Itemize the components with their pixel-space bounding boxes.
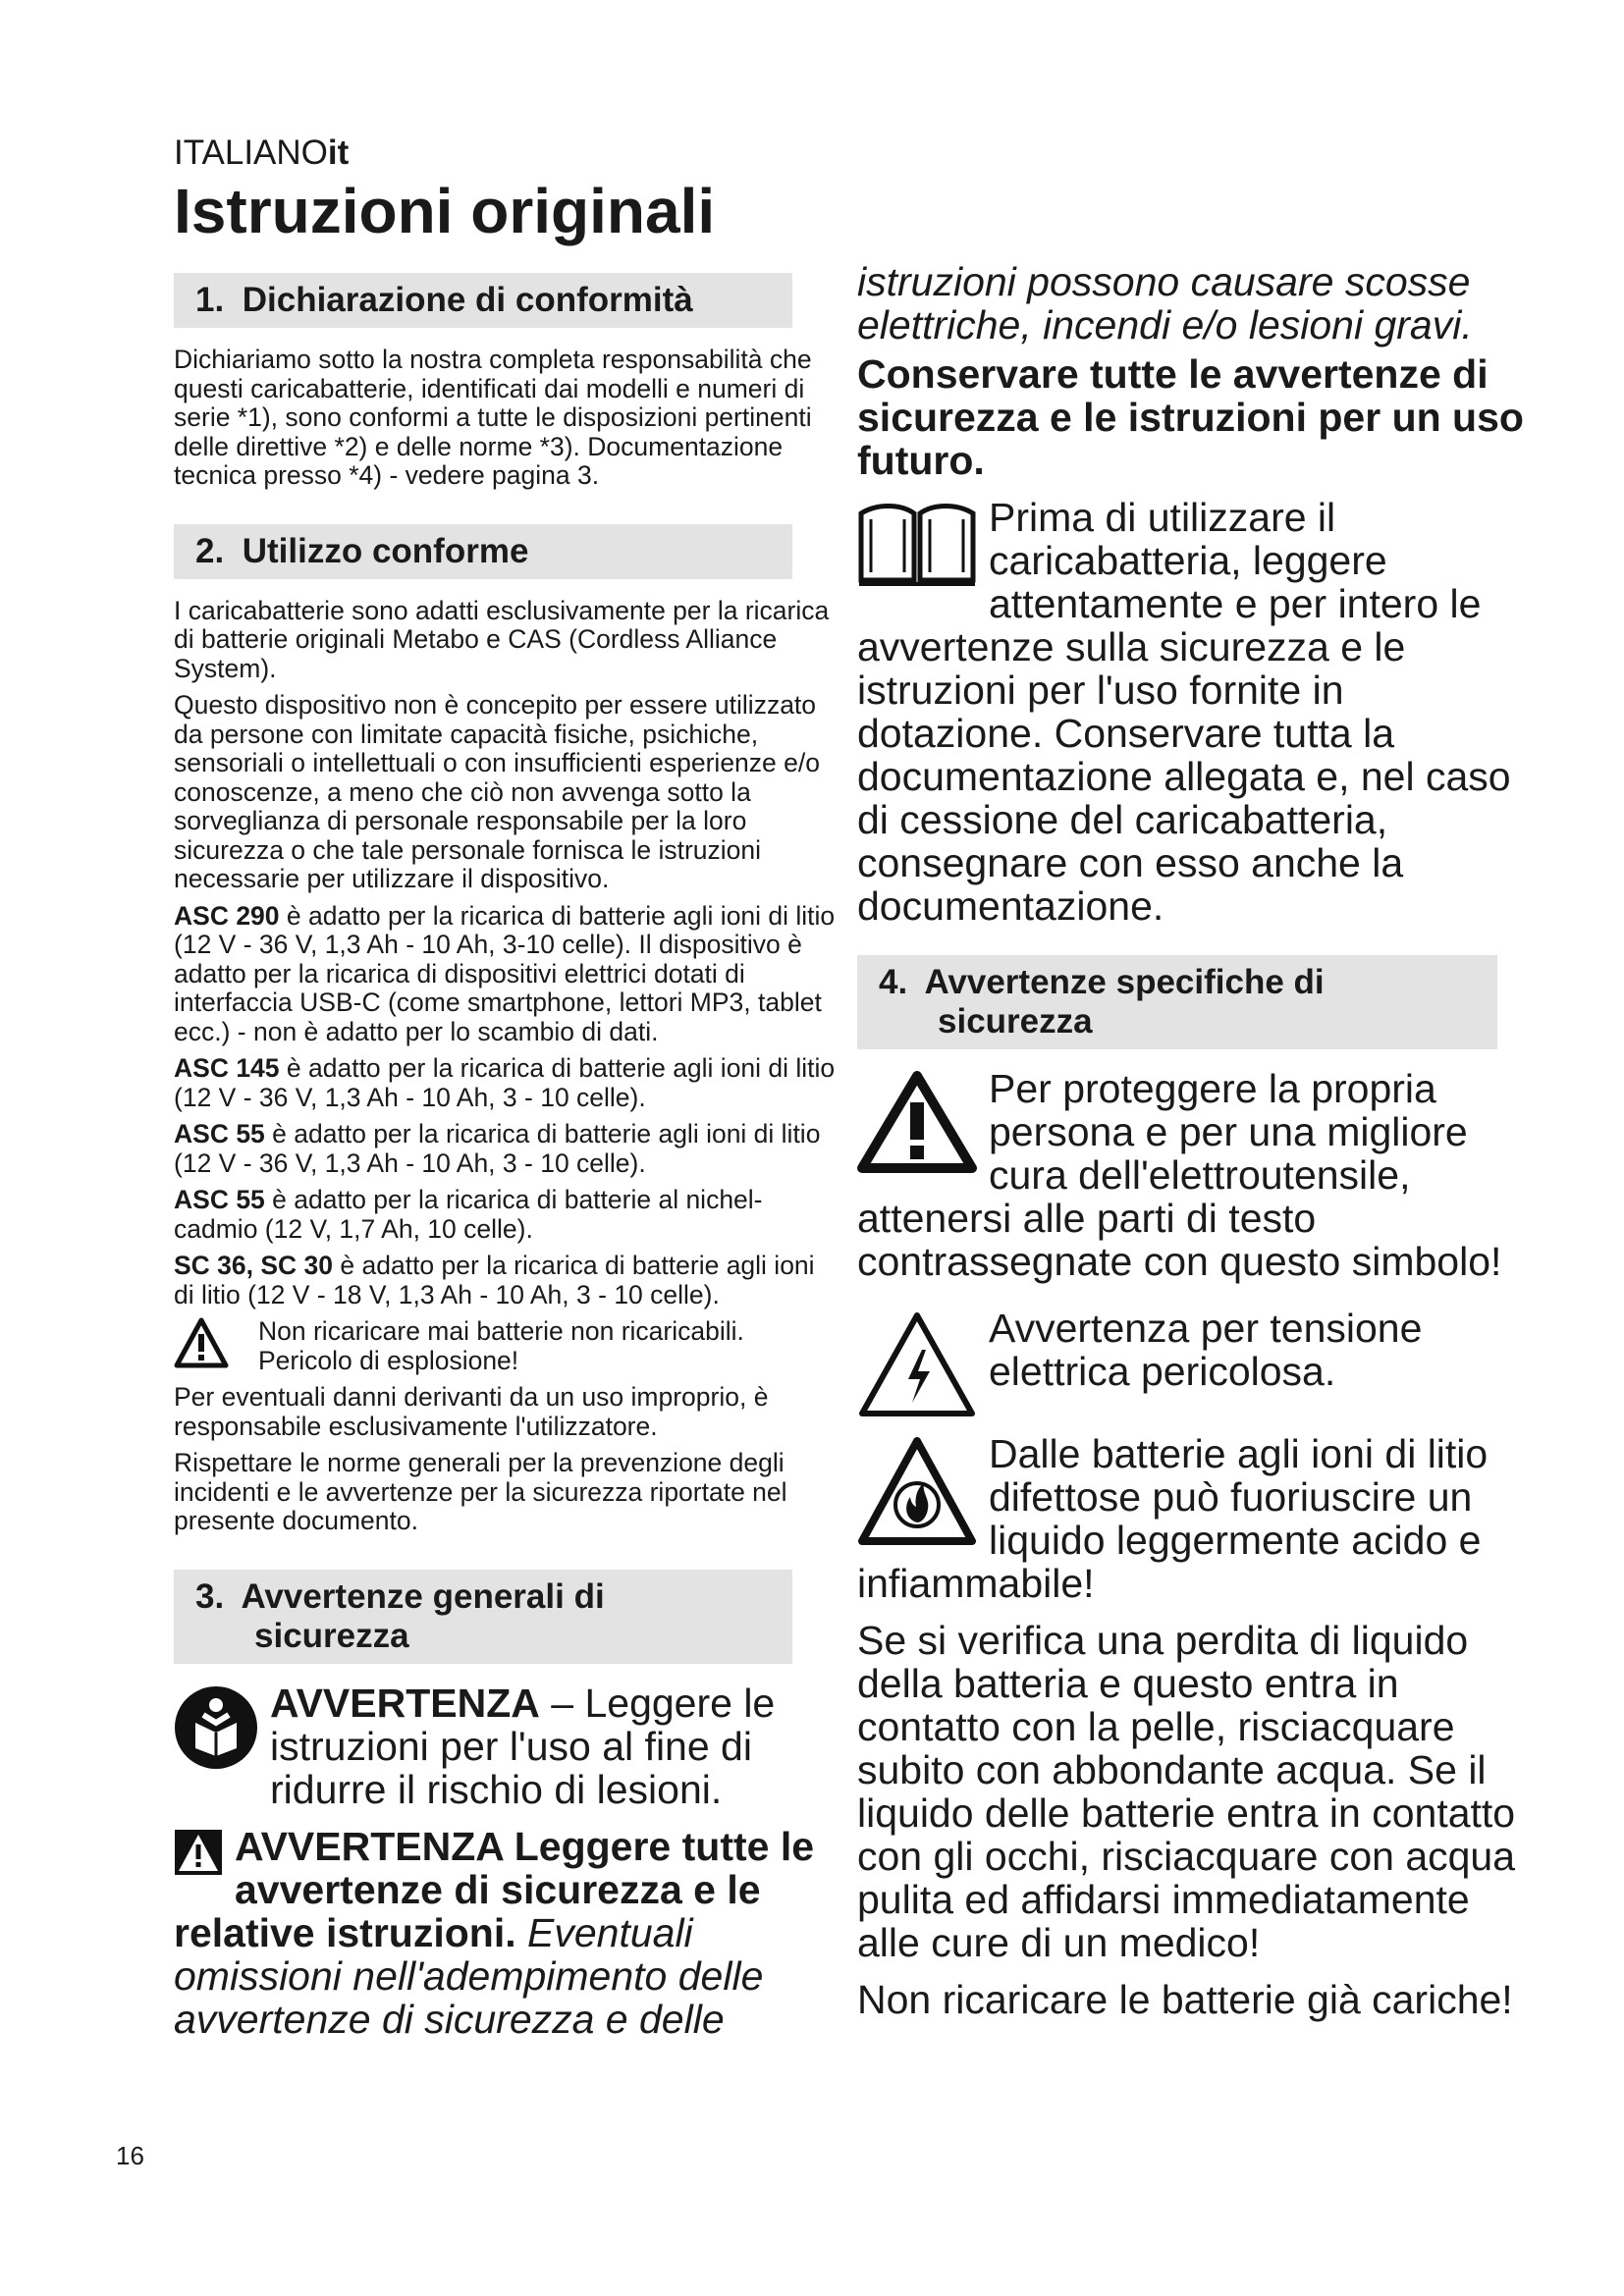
model-text: è adatto per la ricarica di batterie agli ioni di litio (12 V - 36 V, 1,3 Ah - 10 Ah, 3 - 10 celle). [174, 1053, 836, 1112]
section-number: 4. [879, 963, 908, 1001]
model-paragraph [174, 1054, 839, 1112]
section-title: Utilizzo conforme [242, 531, 529, 570]
model-name: ASC 145 [174, 1053, 280, 1083]
warning-text: Per proteggere la propria persona e per una migliore cura dell'elettroutensile, attenersi alle parti di testo contrassegnate con questo simbolo! [857, 1066, 1502, 1284]
model-paragraph [174, 902, 839, 1047]
language-code: it [327, 133, 350, 172]
section-title-cont: sicurezza [938, 1002, 1093, 1041]
specific-warning-2 [857, 1307, 1525, 1393]
electric-hazard-icon [857, 1310, 977, 1418]
warning-text: Dalle batterie agli ioni di litio difettose può fuoriuscire un liquido leggermente acido e infiammabile! [857, 1431, 1489, 1606]
no-recharge-full-text: Non ricaricare le batterie già cariche! [857, 1977, 1513, 2022]
model-paragraph [174, 1186, 839, 1244]
read-before-use-text: Prima di utilizzare il caricabatteria, leggere attentamente e per intero le avvertenze sulla sicurezza e le istruzioni per l'uso fornite in dotazione. Conservare tutta la documentazione allegata e, nel caso di cessione del caricabatteria, consegnare con esso anche la documentazione. [857, 495, 1511, 929]
read-manual-icon [174, 1685, 258, 1770]
warning-continuation: istruzioni possono causare scosse elettriche, incendi e/o lesioni gravi. [857, 259, 1473, 347]
model-paragraph [174, 1252, 839, 1309]
warning-label: AVVERTENZA [270, 1680, 540, 1726]
section-1-heading [174, 273, 792, 328]
section-number: 2. [195, 531, 225, 570]
right-column [857, 260, 1525, 2021]
section-title: Dichiarazione di conformità [242, 281, 693, 319]
warning-triangle-icon [857, 1071, 977, 1173]
warning-text: – Leggere le istruzioni per l'uso al fine di ridurre il rischio di lesioni. [270, 1680, 776, 1812]
model-name: ASC 290 [174, 900, 280, 931]
warning-italic-text: Eventuali omissioni nell'adempimento delle avvertenze di sicurezza e delle [174, 1909, 764, 2042]
flammable-hazard-icon [857, 1436, 977, 1546]
read-manual-warning [174, 1682, 839, 1811]
warning-triangle-box-icon [174, 1829, 223, 1876]
page-number: 16 [116, 2141, 144, 2170]
section-number: 3. [195, 1576, 225, 1616]
page-title: Istruzioni originali [174, 176, 716, 246]
leak-instructions: Se si verifica una perdita di liquido della batteria e questo entra in contatto con la pelle, risciacquare subito con abbondante acqua. Se il liquido delle batterie entra in contatto con gli occhi, risciacquare con acqua pulita ed affidarsi immediatamente alle cure di un medico! [857, 1618, 1516, 1965]
specific-warning-3 [857, 1432, 1525, 1605]
explosion-warning [174, 1317, 839, 1375]
section-2-heading [174, 524, 792, 579]
model-text: è adatto per la ricarica di batterie al nichel-cadmio (12 V, 1,7 Ah, 10 celle). [174, 1185, 763, 1244]
read-before-use [857, 496, 1525, 928]
model-text: è adatto per la ricarica di batterie agli ioni di litio (12 V - 18 V, 1,3 Ah - 10 Ah, 3 - 10 celle). [174, 1251, 815, 1309]
warning-text: Avvertenza per tensione elettrica pericolosa. [989, 1306, 1423, 1394]
warning-triangle-icon [174, 1317, 229, 1368]
model-name: SC 36, SC 30 [174, 1251, 334, 1280]
warning-text: Non ricaricare mai batterie non ricaricabili. Pericolo di esplosione! [258, 1316, 744, 1375]
read-all-warning [174, 1825, 839, 2041]
left-column [174, 273, 839, 2041]
book-icon [857, 500, 977, 590]
keep-instructions-text: Conservare tutte le avvertenze di sicurezza e le istruzioni per un uso futuro. [857, 351, 1524, 483]
specific-warning-1 [857, 1067, 1525, 1283]
intended-use-p1: I caricabatterie sono adatti esclusivamente per la ricarica di batterie originali Metabo e CAS (Cordless Alliance System). [174, 595, 830, 683]
model-text: è adatto per la ricarica di batterie agli ioni di litio (12 V - 36 V, 1,3 Ah - 10 Ah, 3 - 10 celle). [174, 1119, 821, 1178]
language-label [174, 133, 349, 173]
safety-rules-text: Rispettare le norme generali per la prevenzione degli incidenti e le avvertenze per la sicurezza riportate nel presente documento. [174, 1448, 787, 1535]
model-name: ASC 55 [174, 1119, 265, 1148]
section-title-cont: sicurezza [254, 1616, 409, 1655]
warning-bold-text: AVVERTENZA Leggere tutte le avvertenze di sicurezza e le relative istruzioni. [174, 1823, 815, 1955]
conformity-text: Dichiariamo sotto la nostra completa responsabilità che questi caricabatterie, identificati dai modelli e numeri di serie *1), sono conformi a tutte le disposizioni pertinenti delle direttive *2) e delle norme *3). Documentazione tecnica presso *4) - vedere pagina 3. [174, 345, 812, 490]
model-text: è adatto per la ricarica di batterie agli ioni di litio (12 V - 36 V, 1,3 Ah - 10 Ah, 3-10 celle). Il dispositivo è adatto per la ricarica di dispositivi elettrici dotati di interfaccia USB-C (come smartphone, lettori MP3, tablet ecc.) - non è adatto per lo scambio di dati. [174, 900, 836, 1046]
model-paragraph [174, 1120, 839, 1178]
section-4-heading [857, 955, 1497, 1049]
section-3-heading [174, 1570, 792, 1664]
liability-text: Per eventuali danni derivanti da un uso improprio, è responsabile esclusivamente l'utilizzatore. [174, 1382, 769, 1441]
section-title: Avvertenze generali di [241, 1576, 605, 1616]
section-number: 1. [195, 281, 225, 319]
model-name: ASC 55 [174, 1185, 265, 1214]
intended-use-p2: Questo dispositivo non è concepito per essere utilizzato da persone con limitate capacità fisiche, psichiche, sensoriali o intellettuali o con insufficienti esperienze e/o conoscenze, a meno che ciò non avvenga sotto la sorveglianza di personale responsabile per la loro sicurezza o che tale personale fornisca le istruzioni necessarie per utilizzare il dispositivo. [174, 690, 820, 893]
language-name: ITALIANO [174, 133, 328, 172]
section-title: Avvertenze specifiche di [924, 963, 1325, 1001]
